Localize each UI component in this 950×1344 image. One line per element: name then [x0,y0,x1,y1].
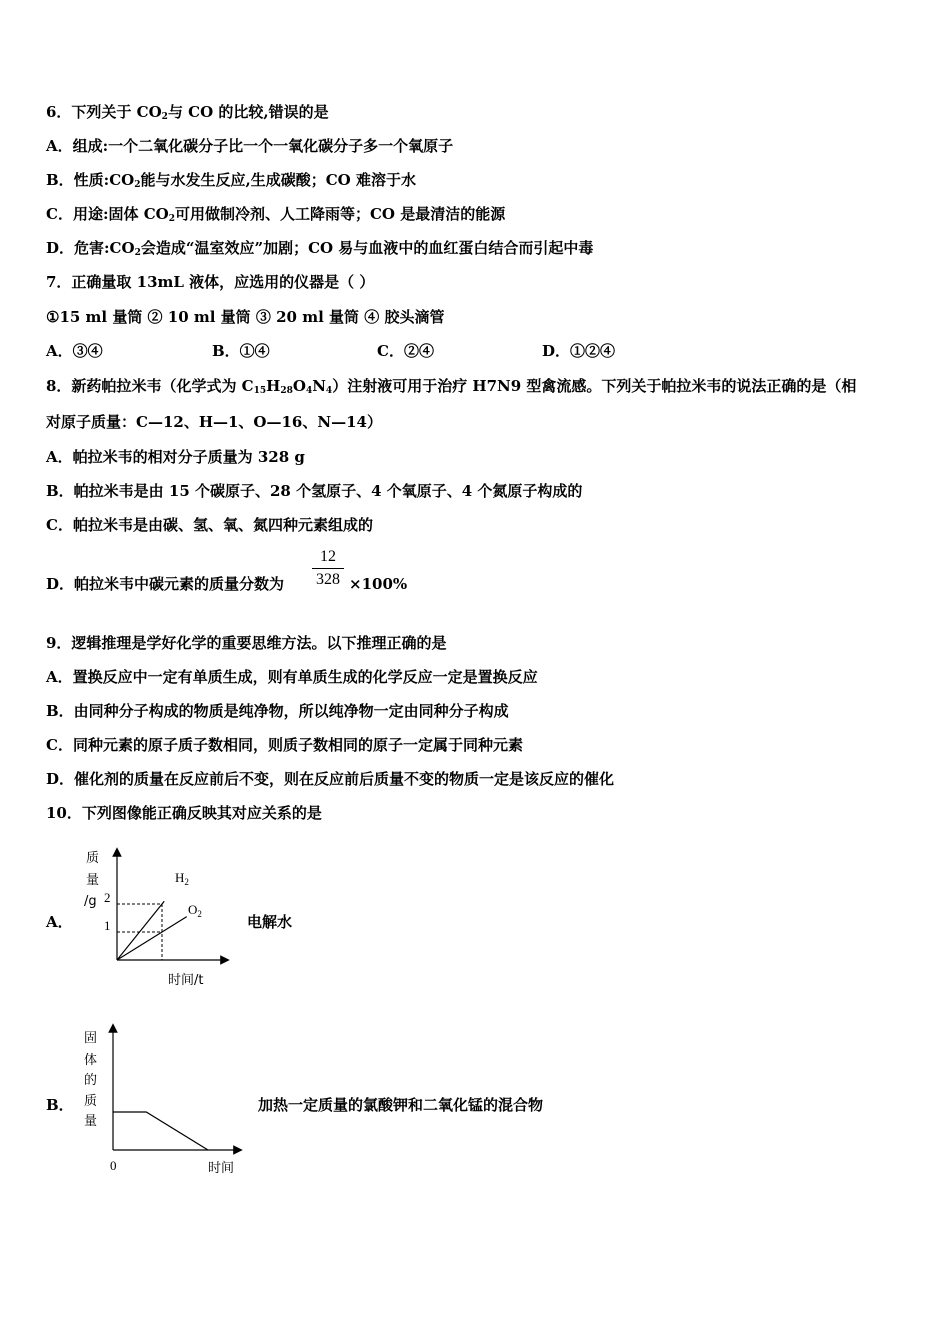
fraction-12-over-328 [312,548,344,589]
y-axis-label-b-5: 量 [84,1114,98,1129]
y-tick-label: 2 [104,890,111,905]
q6-option-d: D．危害$:CO_2$会造成“温室效应”加剧；CO 易与血液中的血红蛋白结合而引起中毒 [46,239,594,258]
q8-stem-line2: 对原子质量：C—12、H—1、O—16、N—14） [46,413,382,431]
q6-option-a: A．组成:一个二氧化碳分子比一个一氧化碳分子多一个氧原子 [46,137,454,155]
q7-items: ①15 ml 量筒 ② 10 ml 量筒 ③ 20 ml 量筒 ④ 胶头滴管 [46,308,445,326]
fraction-numerator: 12 [320,548,336,565]
q9-option-c: C．同种元素的原子质子数相同，则质子数相同的原子一定属于同种元素 [46,736,523,754]
q7-option-a: A．③④ [46,342,103,360]
series-label-o2: $O_2$ [188,902,202,919]
q7-option-b: B．①④ [212,342,270,360]
q9-option-a: A．置换反应中一定有单质生成，则有单质生成的化学反应一定是置换反应 [46,668,538,686]
y-axis-label-b-3: 的 [84,1073,98,1088]
series-line-o2 [117,917,187,960]
y-axis-label-b-2: 体 [84,1053,98,1068]
q8-option-a: A．帕拉米韦的相对分子质量为 328 g [46,448,305,466]
x-axis-label-a: 时间/t [168,973,204,988]
chart-heating-mixture [78,1020,253,1180]
series-line-solid-mass [113,1112,208,1150]
q9-stem: 9．逻辑推理是学好化学的重要思维方法。以下推理正确的是 [46,634,447,652]
y-axis-label-b-1: 固 [84,1031,98,1046]
origin-label: 0 [110,1158,117,1173]
series-label-h2: $H_2$ [175,870,189,887]
q8-stem: 8．新药帕拉米韦（化学式为 $C_{15}H_{28}O_4N_4$）注射液可用于治疗 H7N9 型禽流感。下列关于帕拉米韦的说法正确的是（相 [46,377,857,396]
q10-option-b-label: B． [46,1096,74,1114]
q8-option-d-percent: ×100% [349,575,408,593]
q6-option-c: C．用途:固体 $CO_2$可用做制冷剂、人工降雨等；CO 是最清洁的能源 [46,205,506,224]
q8-option-b: B．帕拉米韦是由 15 个碳原子、28 个氢原子、4 个氧原子、4 个氮原子构成的 [46,482,583,500]
q10-option-a-desc: 电解水 [247,913,293,931]
y-axis-label-a-2: 量 [86,873,100,888]
q7-option-c: C．②④ [377,342,434,360]
q10-option-b-desc: 加热一定质量的氯酸钾和二氧化锰的混合物 [258,1096,544,1114]
q10-option-a-label: A． [46,913,73,931]
q6-option-b: B．性质$:CO_2$能与水发生反应,生成碳酸；CO 难溶于水 [46,171,416,190]
q9-option-d: D．催化剂的质量在反应前后不变，则在反应前后质量不变的物质一定是该反应的催化 [46,770,615,788]
q10-stem: 10．下列图像能正确反映其对应关系的是 [46,804,322,822]
q6-stem: 6．下列关于 $CO_2$与 CO 的比较,错误的是 [46,103,329,122]
series-line-h2 [117,901,164,960]
y-tick-label: 1 [104,918,111,933]
q9-option-b: B．由同种分子构成的物质是纯净物，所以纯净物一定由同种分子构成 [46,702,509,720]
y-axis-label-a-1: 质 [86,851,100,866]
q8-option-c: C．帕拉米韦是由碳、氢、氧、氮四种元素组成的 [46,516,373,534]
q7-stem: 7．正确量取 13mL 液体，应选用的仪器是（ ） [46,273,375,291]
q8-option-d: D．帕拉米韦中碳元素的质量分数为 [46,575,285,593]
q7-option-d: D．①②④ [542,342,616,360]
y-axis-label-b-4: 质 [84,1094,98,1109]
chart-electrolysis [80,840,240,990]
fraction-denominator: 328 [316,571,340,588]
fraction-bar [312,568,344,569]
y-axis-label-a-3: /g [84,894,97,909]
x-axis-label-b: 时间 [208,1161,235,1176]
